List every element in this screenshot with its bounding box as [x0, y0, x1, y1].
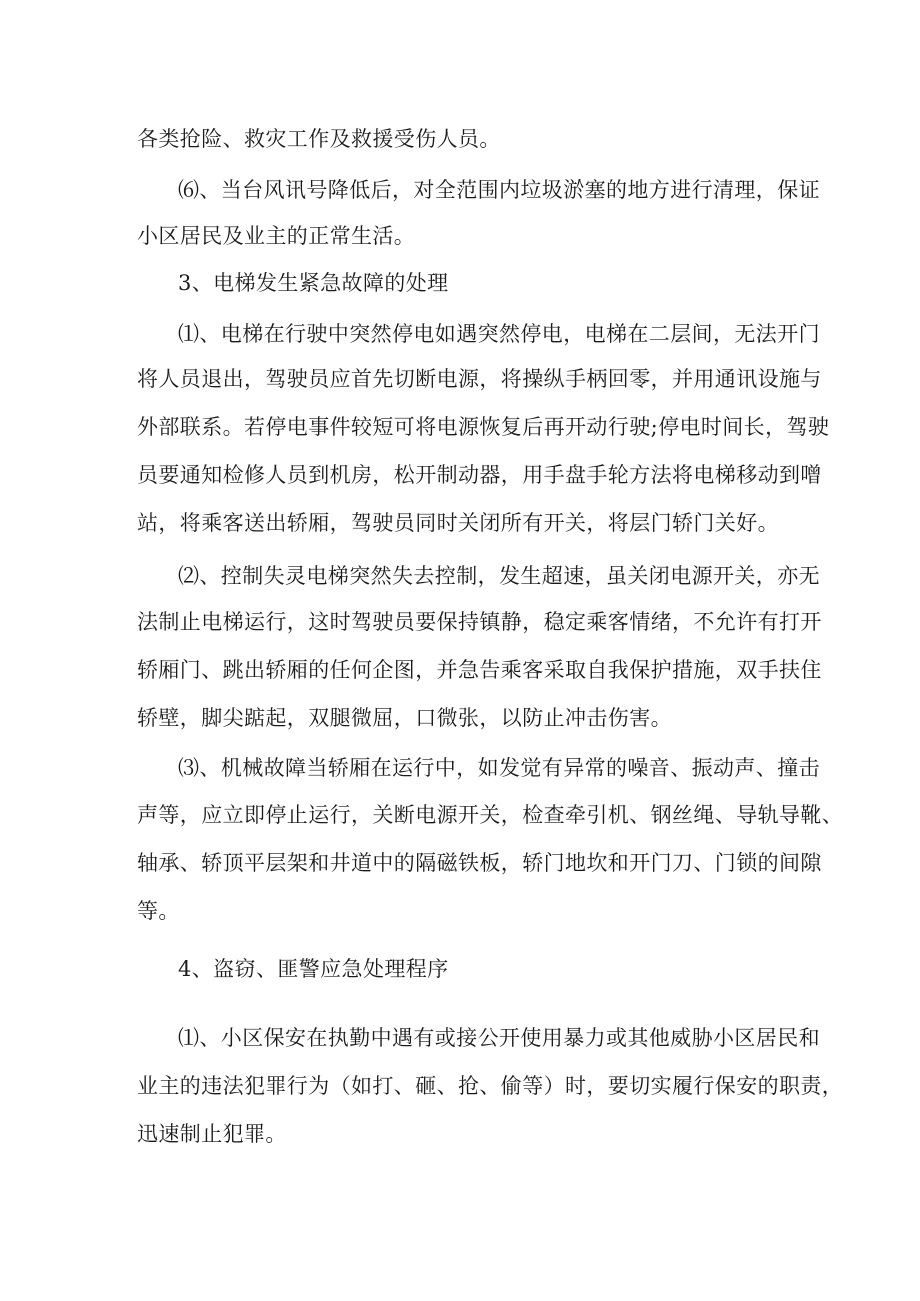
text-line: ⑵、控制失灵电梯突然失去控制，发生超速，虽关闭电源开关，亦无 [178, 564, 820, 588]
text-line: ⑴、小区保安在执勤中遇有或接公开使用暴力或其他威胁小区居民和 [178, 1026, 820, 1050]
text-line: 各类抢险、救灾工作及救援受伤人员。 [137, 127, 501, 151]
text-line: 业主的违法犯罪行为（如打、砸、抢、偷等）时，要切实履行保安的职责， [137, 1074, 844, 1098]
section-heading: 3、电梯发生紧急故障的处理 [178, 271, 449, 295]
text-line: ⑶、机械故障当轿厢在运行中，如发觉有异常的噪音、振动声、撞击 [178, 756, 820, 780]
text-line: 外部联系。若停电事件较短可将电源恢复后再开动行驶;停电时间长，驾驶 [137, 415, 830, 439]
text-line: 法制止电梯运行，这时驾驶员要保持镇静，稳定乘客情绪，不允许有打开 [137, 610, 822, 634]
text-line: 等。 [137, 899, 180, 923]
text-line: ⑹、当台风讯号降低后，对全范围内垃圾淤塞的地方进行清理，保证 [178, 178, 820, 202]
text-line: 将人员退出，驾驶员应首先切断电源，将操纵手柄回零，并用通讯设施与 [137, 367, 822, 391]
text-line: 声等，应立即停止运行，关断电源开关，检查牵引机、钢丝绳、导轨导靴、 [137, 803, 844, 827]
text-line: 轴承、轿顶平层架和井道中的隔磁铁板，轿门地坎和开门刀、门锁的间隙 [137, 851, 822, 875]
text-line: 轿厢门、跳出轿厢的任何企图，并急告乘客采取自我保护措施，双手扶住 [137, 658, 822, 682]
text-line: 站，将乘客送出轿厢，驾驶员同时关闭所有开关，将层门轿门关好。 [137, 511, 779, 535]
section-heading: 4、盗窃、匪警应急处理程序 [178, 957, 449, 981]
text-line: 小区居民及业主的正常生活。 [137, 224, 416, 248]
text-line: ⑴、电梯在行驶中突然停电如遇突然停电，电梯在二层间，无法开门 [178, 322, 820, 346]
text-line: 员要通知检修人员到机房，松开制动器，用手盘手轮方法将电梯移动到噌 [137, 463, 822, 487]
text-line: 迅速制止犯罪。 [137, 1122, 287, 1146]
text-line: 轿壁，脚尖踮起，双腿微屈，口微张，以防止冲击伤害。 [137, 706, 672, 730]
